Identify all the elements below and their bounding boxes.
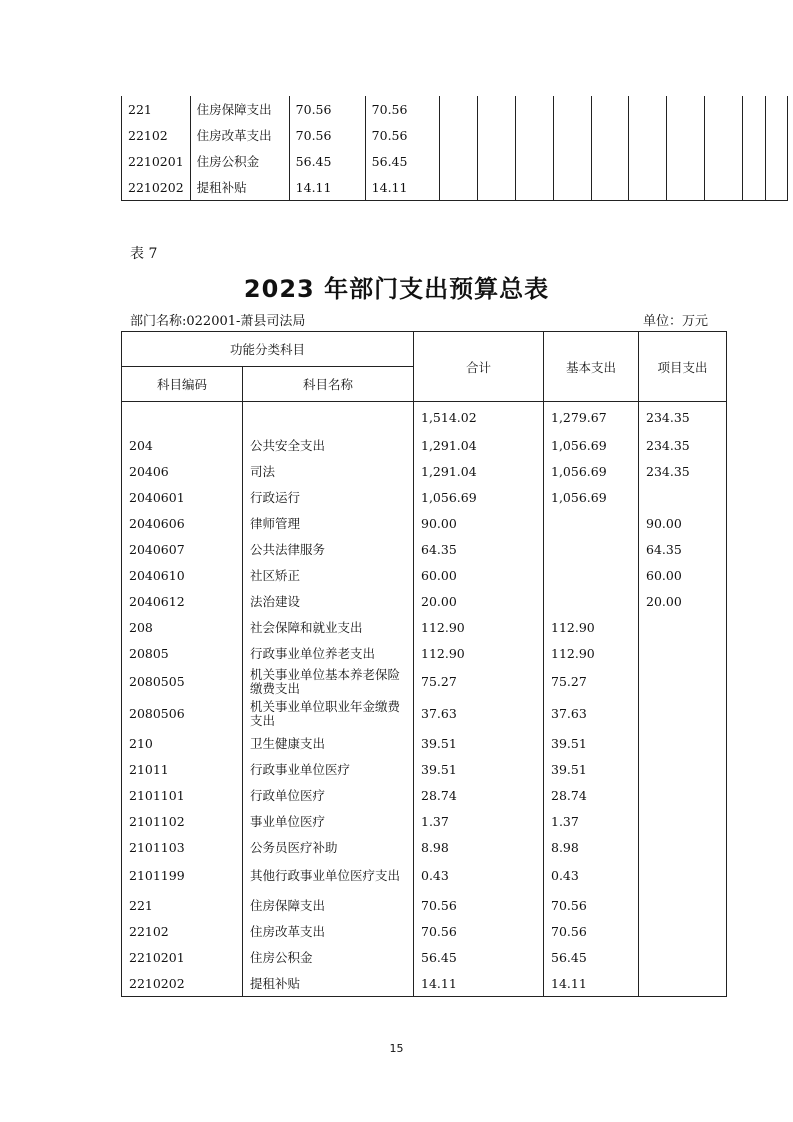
header-total: 合计	[414, 332, 544, 402]
empty-cell	[704, 122, 742, 148]
name-cell: 法治建设	[243, 588, 414, 614]
name-cell: 机关事业单位基本养老保险缴费支出	[243, 666, 414, 698]
empty-cell	[765, 96, 787, 122]
name-cell: 住房保障支出	[190, 96, 289, 122]
total-cell: 20.00	[414, 588, 544, 614]
header-function-group: 功能分类科目	[122, 332, 414, 367]
basic-cell: 75.27	[544, 666, 639, 698]
project-cell	[639, 834, 727, 860]
total-cell: 1,514.02	[414, 402, 544, 433]
table-row	[122, 96, 788, 122]
empty-cell	[477, 122, 515, 148]
name-cell: 事业单位医疗	[243, 808, 414, 834]
table-row	[122, 944, 727, 970]
table-row	[122, 698, 727, 730]
name-cell: 提租补贴	[190, 174, 289, 201]
project-cell	[639, 484, 727, 510]
empty-cell	[704, 174, 742, 201]
table-row	[122, 614, 727, 640]
project-cell	[639, 614, 727, 640]
empty-cell	[742, 122, 765, 148]
project-cell	[639, 892, 727, 918]
empty-cell	[515, 148, 553, 174]
code-cell: 20805	[122, 640, 243, 666]
project-cell: 64.35	[639, 536, 727, 562]
table-row	[122, 782, 727, 808]
name-cell: 行政运行	[243, 484, 414, 510]
header-basic: 基本支出	[544, 332, 639, 402]
name-cell: 行政事业单位养老支出	[243, 640, 414, 666]
code-cell: 2040612	[122, 588, 243, 614]
project-cell	[639, 640, 727, 666]
empty-cell	[666, 122, 704, 148]
table-row	[122, 834, 727, 860]
total-cell: 70.56	[414, 918, 544, 944]
name-cell: 住房改革支出	[243, 918, 414, 944]
table-row	[122, 458, 727, 484]
empty-cell	[515, 174, 553, 201]
header-code: 科目编码	[122, 367, 243, 402]
empty-cell	[439, 174, 477, 201]
empty-cell	[591, 122, 628, 148]
name-cell: 住房改革支出	[190, 122, 289, 148]
code-cell: 221	[122, 892, 243, 918]
name-cell: 卫生健康支出	[243, 730, 414, 756]
page-number: 15	[389, 1042, 404, 1055]
value-cell: 14.11	[289, 174, 365, 201]
code-cell: 2210201	[122, 944, 243, 970]
empty-cell	[477, 174, 515, 201]
name-cell: 行政事业单位医疗	[243, 756, 414, 782]
header-project: 项目支出	[639, 332, 727, 402]
basic-cell: 37.63	[544, 698, 639, 730]
empty-cell	[704, 96, 742, 122]
empty-cell	[765, 174, 787, 201]
project-cell: 60.00	[639, 562, 727, 588]
total-cell: 0.43	[414, 860, 544, 892]
project-cell	[639, 808, 727, 834]
total-cell: 60.00	[414, 562, 544, 588]
name-cell: 住房公积金	[243, 944, 414, 970]
name-cell	[243, 402, 414, 433]
basic-cell	[544, 562, 639, 588]
code-cell: 20406	[122, 458, 243, 484]
table-row	[122, 970, 727, 997]
total-cell: 75.27	[414, 666, 544, 698]
basic-cell: 1,056.69	[544, 484, 639, 510]
empty-cell	[515, 96, 553, 122]
name-cell: 机关事业单位职业年金缴费支出	[243, 698, 414, 730]
empty-cell	[742, 96, 765, 122]
table-row	[122, 562, 727, 588]
total-cell: 112.90	[414, 640, 544, 666]
code-cell: 2040606	[122, 510, 243, 536]
code-cell: 2040607	[122, 536, 243, 562]
total-cell: 14.11	[414, 970, 544, 997]
name-cell: 住房保障支出	[243, 892, 414, 918]
table-row	[122, 536, 727, 562]
empty-cell	[742, 174, 765, 201]
department-name: 部门名称:022001-萧县司法局	[130, 314, 306, 329]
total-cell: 112.90	[414, 614, 544, 640]
empty-cell	[553, 96, 591, 122]
basic-cell: 8.98	[544, 834, 639, 860]
table-row	[122, 148, 788, 174]
code-cell: 204	[122, 432, 243, 458]
empty-cell	[628, 96, 666, 122]
name-cell: 提租补贴	[243, 970, 414, 997]
budget-table	[121, 331, 727, 997]
code-cell: 2210202	[122, 174, 191, 201]
code-cell: 21011	[122, 756, 243, 782]
name-cell: 其他行政事业单位医疗支出	[243, 860, 414, 892]
basic-cell: 1.37	[544, 808, 639, 834]
table-row	[122, 918, 727, 944]
empty-cell	[439, 122, 477, 148]
project-cell	[639, 782, 727, 808]
empty-cell	[591, 174, 628, 201]
basic-cell: 56.45	[544, 944, 639, 970]
basic-cell: 28.74	[544, 782, 639, 808]
table-row	[122, 666, 727, 698]
total-cell: 37.63	[414, 698, 544, 730]
continued-table	[121, 96, 788, 201]
value-cell: 70.56	[289, 96, 365, 122]
empty-cell	[439, 148, 477, 174]
table-row	[122, 122, 788, 148]
empty-cell	[666, 174, 704, 201]
value-cell: 70.56	[289, 122, 365, 148]
total-cell: 1,056.69	[414, 484, 544, 510]
table-row	[122, 484, 727, 510]
basic-cell: 0.43	[544, 860, 639, 892]
project-cell	[639, 756, 727, 782]
basic-cell: 70.56	[544, 918, 639, 944]
name-cell: 住房公积金	[190, 148, 289, 174]
page-title: 2023 年部门支出预算总表	[243, 275, 550, 303]
code-cell: 2080505	[122, 666, 243, 698]
code-cell: 22102	[122, 122, 191, 148]
value-cell: 70.56	[365, 96, 439, 122]
table-row	[122, 892, 727, 918]
value-cell: 56.45	[365, 148, 439, 174]
empty-cell	[628, 174, 666, 201]
code-cell: 208	[122, 614, 243, 640]
empty-cell	[765, 148, 787, 174]
empty-cell	[477, 96, 515, 122]
table-row	[122, 510, 727, 536]
empty-cell	[704, 148, 742, 174]
empty-cell	[477, 148, 515, 174]
project-cell	[639, 698, 727, 730]
project-cell	[639, 860, 727, 892]
empty-cell	[515, 122, 553, 148]
code-cell: 221	[122, 96, 191, 122]
project-cell: 234.35	[639, 432, 727, 458]
value-cell: 70.56	[365, 122, 439, 148]
name-cell: 公共安全支出	[243, 432, 414, 458]
table-row	[122, 174, 788, 201]
basic-cell	[544, 588, 639, 614]
code-cell: 2080506	[122, 698, 243, 730]
project-cell	[639, 970, 727, 997]
code-cell: 22102	[122, 918, 243, 944]
total-cell: 1,291.04	[414, 432, 544, 458]
code-cell: 2101102	[122, 808, 243, 834]
empty-cell	[666, 96, 704, 122]
empty-cell	[591, 96, 628, 122]
table-row	[122, 756, 727, 782]
project-cell: 234.35	[639, 458, 727, 484]
empty-cell	[591, 148, 628, 174]
table-row	[122, 860, 727, 892]
code-cell: 2101101	[122, 782, 243, 808]
code-cell: 2101199	[122, 860, 243, 892]
project-cell: 20.00	[639, 588, 727, 614]
code-cell: 2210201	[122, 148, 191, 174]
name-cell: 社区矫正	[243, 562, 414, 588]
name-cell: 司法	[243, 458, 414, 484]
name-cell: 行政单位医疗	[243, 782, 414, 808]
project-cell: 234.35	[639, 402, 727, 433]
total-cell: 28.74	[414, 782, 544, 808]
basic-cell: 112.90	[544, 614, 639, 640]
table-label: 表 7	[130, 246, 158, 262]
table-row	[122, 588, 727, 614]
header-name: 科目名称	[243, 367, 414, 402]
project-cell	[639, 944, 727, 970]
table-row	[122, 432, 727, 458]
basic-cell: 70.56	[544, 892, 639, 918]
total-cell: 1.37	[414, 808, 544, 834]
basic-cell: 1,279.67	[544, 402, 639, 433]
code-cell: 2210202	[122, 970, 243, 997]
basic-cell	[544, 510, 639, 536]
total-cell: 8.98	[414, 834, 544, 860]
empty-cell	[765, 122, 787, 148]
empty-cell	[553, 174, 591, 201]
code-cell: 2040610	[122, 562, 243, 588]
project-cell	[639, 730, 727, 756]
empty-cell	[553, 148, 591, 174]
total-cell: 56.45	[414, 944, 544, 970]
project-cell	[639, 918, 727, 944]
empty-cell	[553, 122, 591, 148]
total-cell: 1,291.04	[414, 458, 544, 484]
table-row	[122, 402, 727, 433]
basic-cell	[544, 536, 639, 562]
empty-cell	[742, 148, 765, 174]
basic-cell: 39.51	[544, 730, 639, 756]
empty-cell	[628, 148, 666, 174]
empty-cell	[666, 148, 704, 174]
code-cell: 2101103	[122, 834, 243, 860]
basic-cell: 39.51	[544, 756, 639, 782]
code-cell: 2040601	[122, 484, 243, 510]
table-row	[122, 808, 727, 834]
basic-cell: 14.11	[544, 970, 639, 997]
total-cell: 64.35	[414, 536, 544, 562]
total-cell: 70.56	[414, 892, 544, 918]
table-row	[122, 730, 727, 756]
project-cell: 90.00	[639, 510, 727, 536]
name-cell: 社会保障和就业支出	[243, 614, 414, 640]
value-cell: 56.45	[289, 148, 365, 174]
total-cell: 39.51	[414, 730, 544, 756]
name-cell: 公共法律服务	[243, 536, 414, 562]
total-cell: 90.00	[414, 510, 544, 536]
empty-cell	[439, 96, 477, 122]
total-cell: 39.51	[414, 756, 544, 782]
value-cell: 14.11	[365, 174, 439, 201]
name-cell: 公务员医疗补助	[243, 834, 414, 860]
code-cell	[122, 402, 243, 433]
project-cell	[639, 666, 727, 698]
basic-cell: 112.90	[544, 640, 639, 666]
unit-label: 单位：万元	[642, 314, 708, 329]
basic-cell: 1,056.69	[544, 432, 639, 458]
name-cell: 律师管理	[243, 510, 414, 536]
basic-cell: 1,056.69	[544, 458, 639, 484]
table-row	[122, 640, 727, 666]
code-cell: 210	[122, 730, 243, 756]
empty-cell	[628, 122, 666, 148]
